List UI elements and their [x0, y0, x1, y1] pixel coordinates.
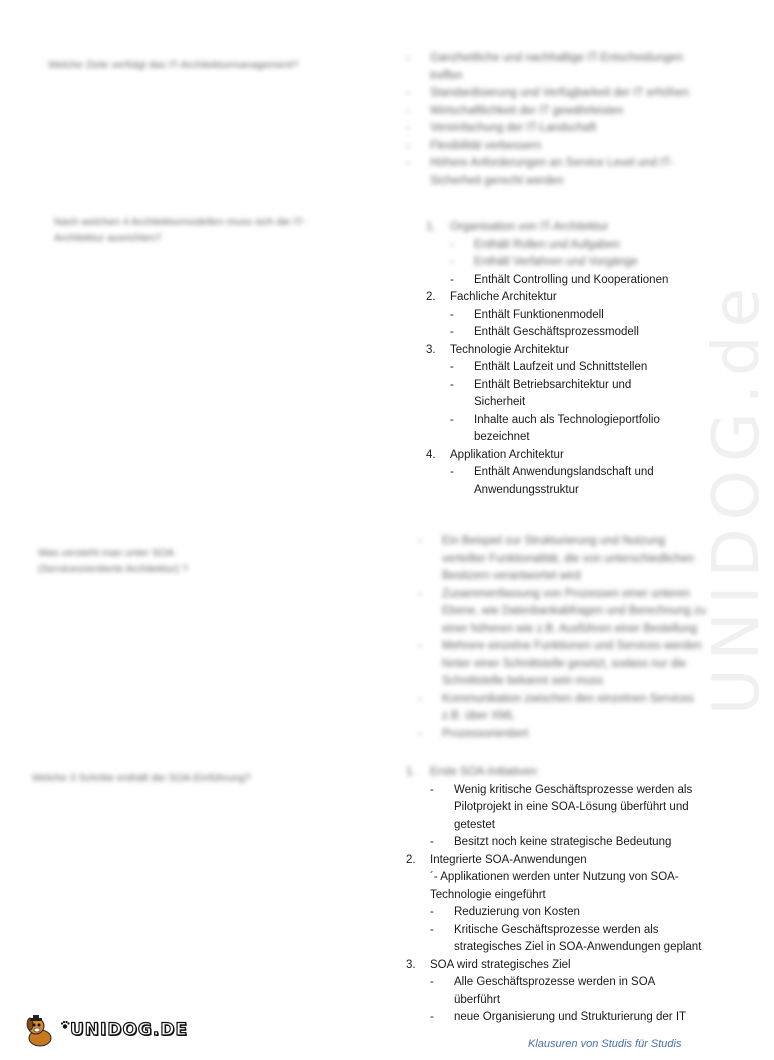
answer-list-4: [406, 764, 706, 1027]
unidog-logo: [22, 1014, 188, 1048]
list-item: 2. Integrierte SOA-Anwendungen: [406, 853, 587, 866]
paw-icon: [60, 1020, 70, 1030]
list-item: - Vereinfachung der IT-Landschaft: [406, 122, 597, 134]
sub-item: - Inhalte auch als Technologieportfolio bezeichnet: [450, 413, 660, 443]
list-item: 1. Organisation von IT-Architektur: [426, 221, 609, 233]
sub-item: - Enthält Rollen und Aufgaben: [450, 238, 620, 251]
list-item: 4. Applikation Architektur: [426, 448, 564, 461]
list-item: [426, 307, 696, 342]
question-3: Was versteht man unter SOA (Serviceorientierte Architektur) ?: [38, 547, 188, 575]
sub-list: [406, 974, 706, 1027]
sub-item: - Alle Geschäftsprozesse werden in SOA überführt: [430, 976, 655, 1006]
sub-item: - Kritische Geschäftsprozesse werden als strategisches Ziel in SOA-Anwendungen geplant: [430, 923, 702, 953]
sub-item: - Wenig kritische Geschäftsprozesse werden als Pilotprojekt in eine SOA-Lösung überführt und getestet: [430, 783, 693, 831]
list-item: 1. Erste SOA-Initiativen: [406, 766, 537, 778]
answer-list-3: [418, 533, 708, 743]
sub-item: - Enthält Betriebsarchitektur und Sicherheit: [450, 378, 632, 408]
question-2: Nach welchen 4 Architekturmodellen muss sich die IT-Architektur ausrichten?: [54, 216, 306, 244]
list-item: - Ganzheitliche und nachhaltige IT-Entscheidungen treffen: [406, 52, 684, 82]
list-item: - Standardisierung und Verfügbarkeit der IT erhöhen: [406, 87, 689, 99]
list-item: - Zusammenfassung von Prozessen einer unteren Ebene, wie Datenbankabfragen und Berechnung zu einer höheren wie z.B. Ausführen einer Bestellung: [418, 587, 707, 635]
list-item: - Prozessorientiert: [418, 727, 529, 740]
sub-list: [406, 782, 706, 852]
sub-item: - Enthält Laufzeit und Schnittstellen: [450, 361, 648, 373]
sub-item: - Enthält Geschäftsprozessmodell: [450, 326, 639, 338]
sub-list: [406, 869, 706, 957]
list-item: 3. Technologie Architektur: [426, 343, 569, 356]
list-item: - Wirtschaftlichkeit der IT gewährleisten: [406, 104, 624, 117]
list-item: 3. SOA wird strategisches Ziel: [406, 958, 571, 971]
sub-item: - Besitzt noch keine strategische Bedeutung: [430, 836, 672, 848]
sub-item: - Enthält Controlling und Kooperationen: [450, 273, 669, 286]
dog-mascot-icon: [22, 1014, 58, 1048]
footer-text: Klausuren von Studis für Studis: [528, 1038, 682, 1050]
list-item: - Kommunikation zwischen den einzelnen Services z.B. über XML: [418, 692, 694, 722]
sub-item: - Enthält Verfahren und Vorgänge: [450, 256, 638, 268]
list-item: [426, 237, 696, 290]
sub-item: - Enthält Anwendungslandschaft und Anwendungsstruktur: [450, 466, 654, 496]
note-text: ´- Applikationen werden unter Nutzung von SOA-Technologie eingeführt: [430, 871, 679, 901]
sub-item: - Enthält Funktionenmodell: [450, 308, 604, 321]
answer-list-2: [426, 219, 696, 499]
list-item: [426, 464, 696, 499]
list-item: - Flexibilität verbessern: [406, 139, 542, 152]
list-item: - Ein Beispiel zur Strukturierung und Nutzung verteilter Funktionalität, die von unterschiedlichen Besitzern verantwortet wird: [418, 535, 694, 582]
list-item: 2. Fachliche Architektur: [426, 291, 557, 303]
background-watermark: UNIDOG.de: [699, 280, 774, 716]
list-item: [426, 359, 696, 447]
answer-list-1: [406, 50, 696, 190]
list-item: - Mehrere einzelne Funktionen und Services werden hinter einer Schnittstelle gesetzt, sodass nur die Schnittstelle bekannt sein muss: [418, 640, 702, 687]
list-item: - Höhere Anforderungen an Service Level und IT-Sicherheit gerecht werden: [406, 157, 674, 187]
question-4: Welche 3 Schritte enthält die SOA-Einführung?: [32, 772, 251, 784]
question-1: Welche Ziele verfolgt das IT-Architekturmanagement?: [48, 59, 299, 71]
sub-item: - Reduzierung von Kosten: [430, 906, 580, 918]
logo-text: UNIDOG.DE: [70, 1020, 189, 1041]
sub-item: - neue Organisierung und Strukturierung der IT: [430, 1011, 687, 1023]
